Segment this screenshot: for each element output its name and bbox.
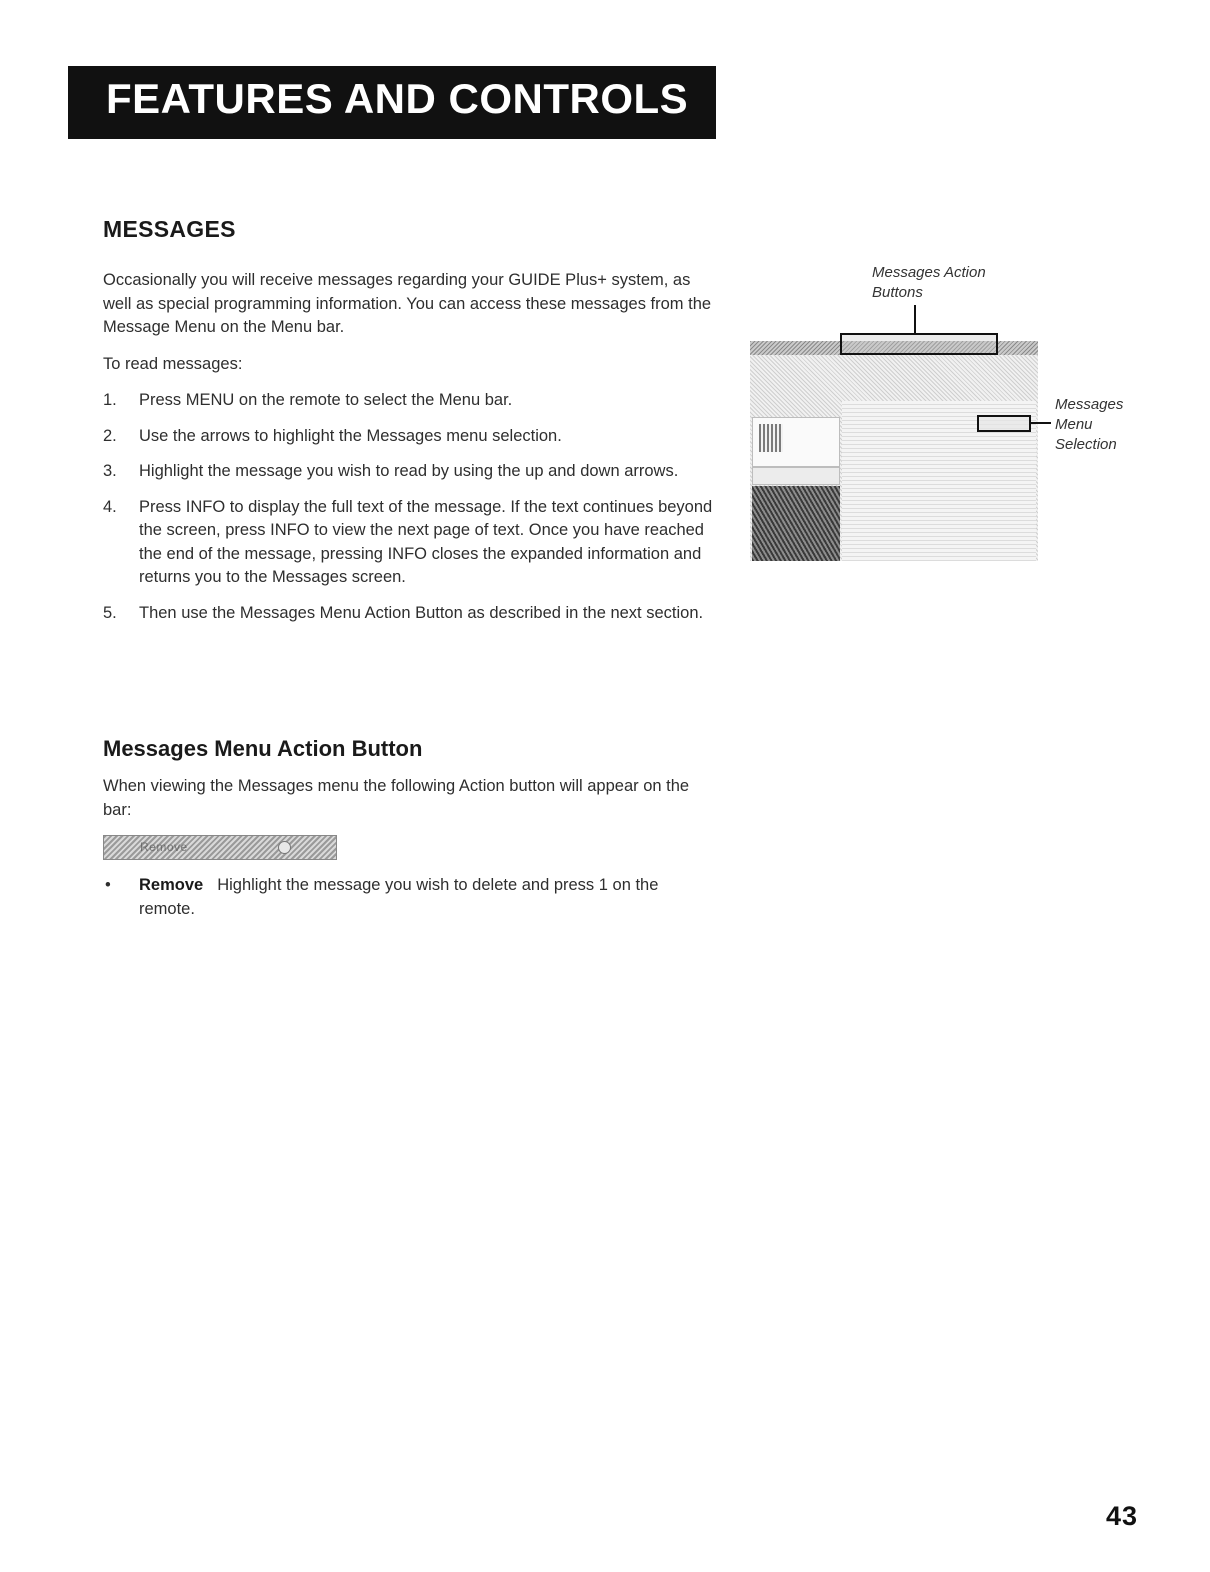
figure-label-action-buttons: [872, 263, 1002, 303]
tv-screen-image: [750, 341, 1038, 561]
page-number: 43: [1106, 1501, 1139, 1531]
step-number: 5.: [103, 603, 117, 622]
figure-label-menu-selection-text: Messages Menu Selection: [1055, 396, 1124, 453]
to-read-label: To read messages:: [103, 355, 243, 373]
step-number: 3.: [103, 462, 117, 480]
step-text: Press MENU on the remote to select the Menu bar.: [139, 391, 513, 409]
intro-paragraph: Occasionally you will receive messages regarding your GUIDE Plus+ system, as well as special programming information. You can access these messages from the Message Menu on the Menu bar.: [103, 271, 712, 336]
step-item: [103, 389, 713, 413]
action-bar-button-icon: [278, 841, 291, 854]
steps-list: [103, 389, 713, 637]
header-title: FEATURES AND CONTROLS: [106, 75, 689, 122]
screen-video-window: [752, 486, 840, 561]
step-text: Use the arrows to highlight the Messages menu selection.: [139, 426, 562, 445]
action-buttons-highlight-box: [840, 333, 998, 355]
bullet-text: Highlight the message you wish to delete and press 1 on the remote.: [139, 876, 659, 918]
screen-logo-icon: [759, 424, 783, 452]
screen-caption: [752, 467, 840, 485]
screen-info-panel: [752, 417, 840, 467]
step-item: [103, 460, 713, 484]
bullet-mark: •: [105, 876, 111, 894]
figure-label-action-buttons-text: Messages Action Buttons: [872, 264, 986, 301]
step-item: [103, 496, 713, 590]
callout-line-menu: [1031, 422, 1051, 424]
step-number: 2.: [103, 426, 117, 445]
action-bar-label: Remove: [140, 840, 188, 854]
action-bar-image: [103, 835, 337, 860]
figure-label-menu-selection: [1055, 395, 1135, 455]
section-title: MESSAGES: [103, 216, 236, 242]
subsection-title: Messages Menu Action Button: [103, 736, 423, 761]
step-item: [103, 425, 713, 449]
step-text: Then use the Messages Menu Action Button as described in the next section.: [139, 603, 704, 622]
step-text: Press INFO to display the full text of the message. If the text continues beyond the screen, press INFO to view the next page of text. Once you have reached the end of the message, pressing INFO closes the expanded information and returns you to the Messages screen.: [139, 497, 713, 586]
bullet-item: [103, 874, 713, 921]
callout-line-action: [914, 305, 916, 334]
subsection-intro: When viewing the Messages menu the following Action button will appear on the bar:: [103, 777, 690, 819]
menu-selection-highlight-box: [977, 415, 1031, 432]
step-number: 4.: [103, 497, 117, 516]
step-item: [103, 602, 713, 626]
step-text: Highlight the message you wish to read by using the up and down arrows.: [139, 462, 679, 480]
bullet-term: Remove: [139, 876, 204, 894]
step-number: 1.: [103, 391, 117, 409]
header-bar: [68, 66, 716, 139]
